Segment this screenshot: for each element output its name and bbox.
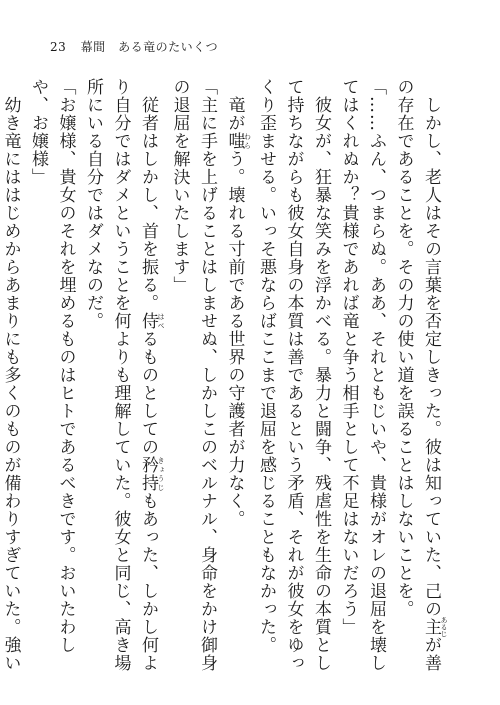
ruby-annotation — [224, 132, 252, 150]
ruby-reading: きょうじ — [157, 456, 165, 492]
page-header — [50, 38, 218, 55]
text-run: 竜が — [224, 78, 245, 132]
ruby-base: 嗤 — [224, 132, 245, 150]
ruby-base: 矜持 — [138, 456, 158, 492]
paragraph — [0, 78, 24, 678]
paragraph — [334, 78, 389, 678]
text-run: う。壊れる寸前である世界の守護者が力なく。 — [224, 150, 245, 528]
ruby-reading: わら — [243, 132, 252, 150]
text-run: 「主に手を上げることはしませぬ、しかしこのベルナル、身命をかけ御身の退屈を解決いたします」 — [169, 78, 217, 672]
text-run: 「お嬢様、貴女のそれを埋めるものはヒトであるべきです。おいたわしや、お嬢様」 — [28, 78, 76, 654]
text-run: しかし、老人はその言葉を否定しきった。彼は知っていた、己の — [421, 78, 441, 618]
text-run: が善の存在であることを。その力の使い道を誤ることはしないことを。 — [393, 78, 441, 672]
paragraph — [252, 78, 335, 678]
text-run: 彼女が、狂暴な笑みを浮かべる。暴力と闘争、残虐性を生命の本質として持ちながらも彼女自身の本質は善であるという矛盾、それが彼女をゆっくり歪ませる。いっそ悪ならばここまで退屈を感じることもなかった。 — [256, 78, 331, 672]
paragraph — [389, 78, 448, 678]
paragraph — [79, 78, 166, 678]
vertical-body-text — [0, 78, 448, 678]
chapter-title: 幕間 ある竜のたいくつ — [80, 40, 219, 54]
paragraph — [24, 78, 79, 678]
text-run: るものとしての — [138, 330, 158, 456]
text-run: 幼き竜にははじめからあまりにも多くのものが備わりすぎていた。強い — [0, 78, 21, 672]
ruby-base: 侍 — [138, 312, 158, 330]
text-run: 従者はしかし、首を振る。 — [138, 78, 158, 312]
ruby-reading: あるじ — [440, 616, 448, 638]
page-number: 23 — [50, 40, 67, 54]
paragraph — [165, 78, 220, 678]
ruby-annotation — [138, 312, 165, 330]
ruby-annotation — [421, 616, 448, 638]
ruby-base: 主 — [421, 616, 441, 638]
ruby-annotation — [138, 456, 165, 492]
text-run: もあった、しかし何より自分ではダメということを何よりも理解していた。彼女と同じ、高き場所にいる自分ではダメなのだ。 — [83, 78, 158, 672]
paragraph — [220, 78, 252, 678]
text-run: 「……ふん、つまらぬ。ああ、それともじいや、貴様がオレの退屈を壊してはくれぬか？貴様であれば竜と争う相手として不足はないだろう」 — [338, 78, 386, 672]
ruby-reading: はべ — [157, 312, 165, 330]
